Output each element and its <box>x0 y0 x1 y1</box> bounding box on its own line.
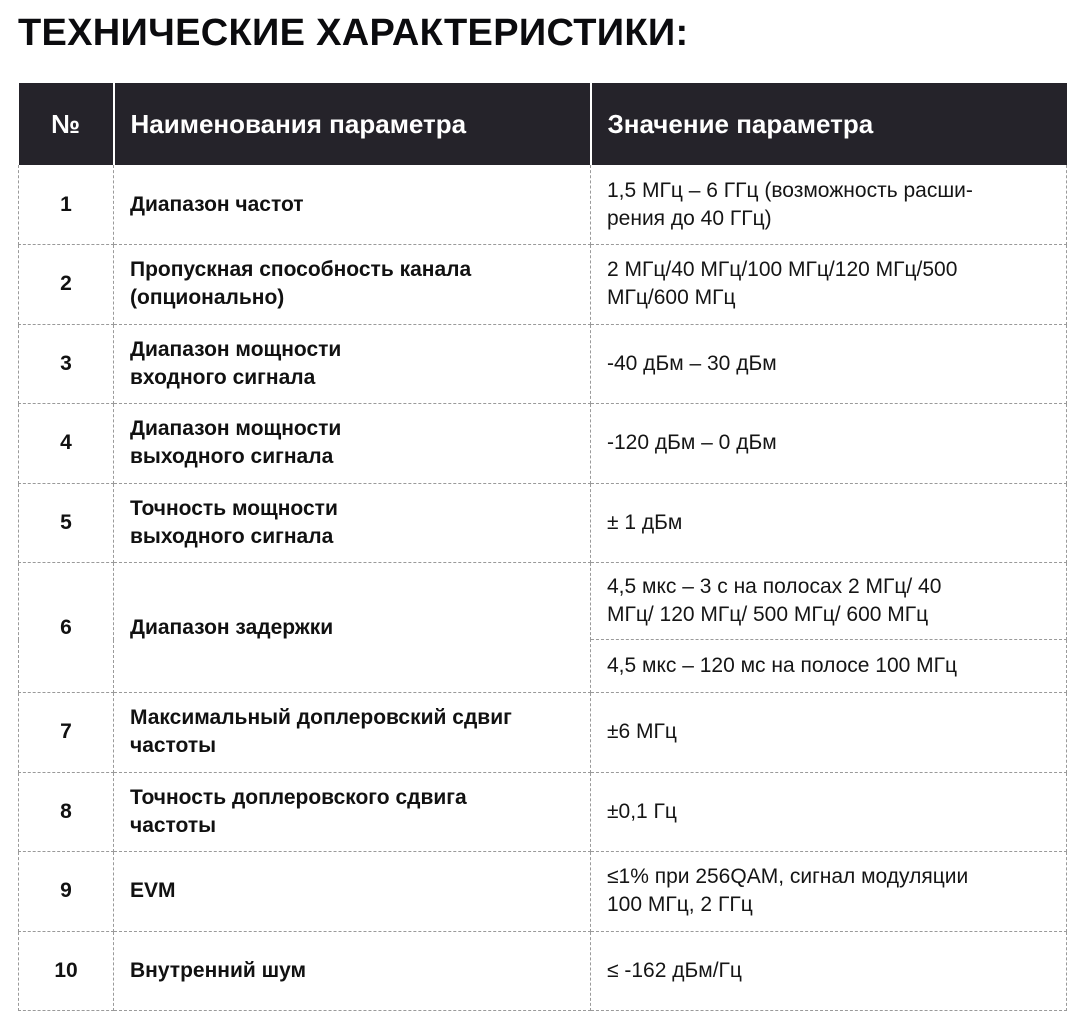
table-row <box>19 404 1067 484</box>
parameter-value <box>591 245 1067 325</box>
parameter-value <box>591 324 1067 404</box>
parameter-name-line: Точность доплеровского сдвига <box>130 785 467 809</box>
header-name: Наименования параметра <box>114 83 591 165</box>
parameter-name <box>114 772 591 852</box>
parameter-name-line: Диапазон задержки <box>130 615 334 639</box>
parameter-value-line: 1,5 МГц – 6 ГГц (возможность расши- <box>607 178 973 202</box>
parameter-value-line: 4,5 мкс – 120 мс на полосе 100 МГц <box>607 654 958 677</box>
parameter-name <box>114 852 591 932</box>
parameter-name-line: входного сигнала <box>130 365 316 389</box>
parameter-value <box>591 640 1067 693</box>
header-value: Значение параметра <box>591 83 1067 165</box>
parameter-value-line: ≤ -162 дБм/Гц <box>607 958 742 982</box>
row-number: 6 <box>19 563 114 693</box>
parameter-value-line: 2 МГц/40 МГц/100 МГц/120 МГц/500 <box>607 258 958 282</box>
table-header <box>19 83 1067 165</box>
parameter-name <box>114 324 591 404</box>
parameter-value <box>591 483 1067 563</box>
table-body <box>19 165 1067 1011</box>
parameter-name-line: Точность мощности <box>130 496 338 520</box>
parameter-value-line: МГц/ 120 МГц/ 500 МГц/ 600 МГц <box>607 603 929 626</box>
parameter-name-line: (опционально) <box>130 286 285 310</box>
table-row <box>19 772 1067 852</box>
row-number: 7 <box>19 693 114 773</box>
row-number: 4 <box>19 404 114 484</box>
parameter-value <box>591 404 1067 484</box>
parameter-name <box>114 693 591 773</box>
parameter-value <box>591 165 1067 245</box>
parameter-name-line: Максимальный доплеровский сдвиг <box>130 706 512 730</box>
parameter-value <box>591 693 1067 773</box>
table-row <box>19 324 1067 404</box>
parameter-value-line: ≤1% при 256QAM, сигнал модуляции <box>607 865 969 889</box>
parameter-name-line: Диапазон мощности <box>130 337 342 361</box>
parameter-name-line: Внутренний шум <box>130 958 307 982</box>
parameter-name-line: Диапазон мощности <box>130 417 342 441</box>
parameter-value-line: -40 дБм – 30 дБм <box>607 351 777 375</box>
parameter-value <box>591 931 1067 1011</box>
parameter-value-line: -120 дБм – 0 дБм <box>607 431 777 455</box>
parameter-value-line: МГц/600 МГц <box>607 286 736 310</box>
table-row <box>19 165 1067 245</box>
parameter-name-line: Пропускная способность канала <box>130 258 472 282</box>
table-row <box>19 852 1067 932</box>
row-number: 1 <box>19 165 114 245</box>
parameter-value-line: 100 МГц, 2 ГГц <box>607 893 753 917</box>
row-number: 8 <box>19 772 114 852</box>
header-num: № <box>19 83 114 165</box>
parameter-value-line: ±0,1 Гц <box>607 799 677 823</box>
parameter-name-line: EVM <box>130 879 176 903</box>
row-number: 2 <box>19 245 114 325</box>
parameter-value <box>591 563 1067 640</box>
row-number: 3 <box>19 324 114 404</box>
table-row <box>19 245 1067 325</box>
parameter-name <box>114 165 591 245</box>
parameter-name <box>114 563 591 693</box>
table-row <box>19 563 1067 640</box>
page-title: ТЕХНИЧЕСКИЕ ХАРАКТЕРИСТИКИ: <box>18 12 689 54</box>
row-number: 10 <box>19 931 114 1011</box>
parameter-value-line: 4,5 мкс – 3 с на полосах 2 МГц/ 40 <box>607 575 942 598</box>
spec-table <box>18 83 1067 1011</box>
parameter-value-line: ± 1 дБм <box>607 510 683 534</box>
parameter-name <box>114 483 591 563</box>
header-row <box>19 83 1067 165</box>
parameter-name <box>114 404 591 484</box>
table-row <box>19 693 1067 773</box>
parameter-value <box>591 772 1067 852</box>
parameter-name-line: выходного сигнала <box>130 445 334 469</box>
row-number: 9 <box>19 852 114 932</box>
parameter-value-line: ±6 МГц <box>607 720 677 744</box>
table-row <box>19 483 1067 563</box>
parameter-value-line: рения до 40 ГГц) <box>607 206 772 230</box>
parameter-name <box>114 931 591 1011</box>
parameter-name-line: частоты <box>130 813 217 837</box>
parameter-name-line: Диапазон частот <box>130 192 304 216</box>
parameter-name-line: частоты <box>130 734 217 758</box>
row-number: 5 <box>19 483 114 563</box>
parameter-name <box>114 245 591 325</box>
parameter-name-line: выходного сигнала <box>130 524 334 548</box>
table-row <box>19 931 1067 1011</box>
parameter-value <box>591 852 1067 932</box>
